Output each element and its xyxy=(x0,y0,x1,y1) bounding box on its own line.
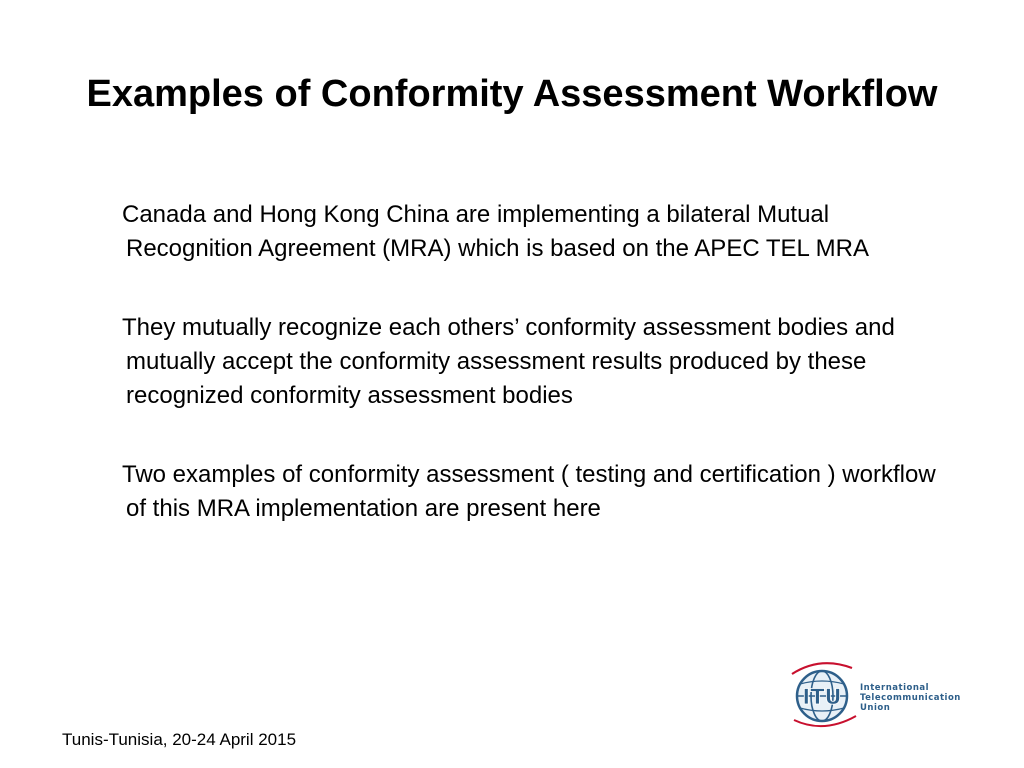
itu-logo xyxy=(790,654,990,734)
footer-location-date: Tunis-Tunisia, 20-24 April 2015 xyxy=(62,730,297,749)
slide-title: Examples of Conformity Assessment Workflow xyxy=(86,73,938,115)
paragraph-mra-intro: Canada and Hong Kong China are implementing a bilateral Mutual Recognition Agreement (MRA) which is based on the APEC TEL MRA xyxy=(122,201,870,262)
itu-logo-line-1: International xyxy=(860,683,930,693)
itu-logo-line-2: Telecommunication xyxy=(860,693,961,703)
paragraph-mutual-recognition: They mutually recognize each others’ conformity assessment bodies and mutually accept the conformity assessment results produced by these recognized conformity assessment bodies xyxy=(122,314,895,409)
slide-body xyxy=(122,198,962,571)
itu-globe-icon xyxy=(790,654,860,734)
itu-logo-wordmark xyxy=(860,683,961,713)
itu-logo-line-3: Union xyxy=(860,703,891,713)
itu-acronym: ITU xyxy=(802,685,842,709)
paragraph-workflow-examples: Two examples of conformity assessment ( testing and certification ) workflow of this MRA implementation are present here xyxy=(122,461,936,522)
